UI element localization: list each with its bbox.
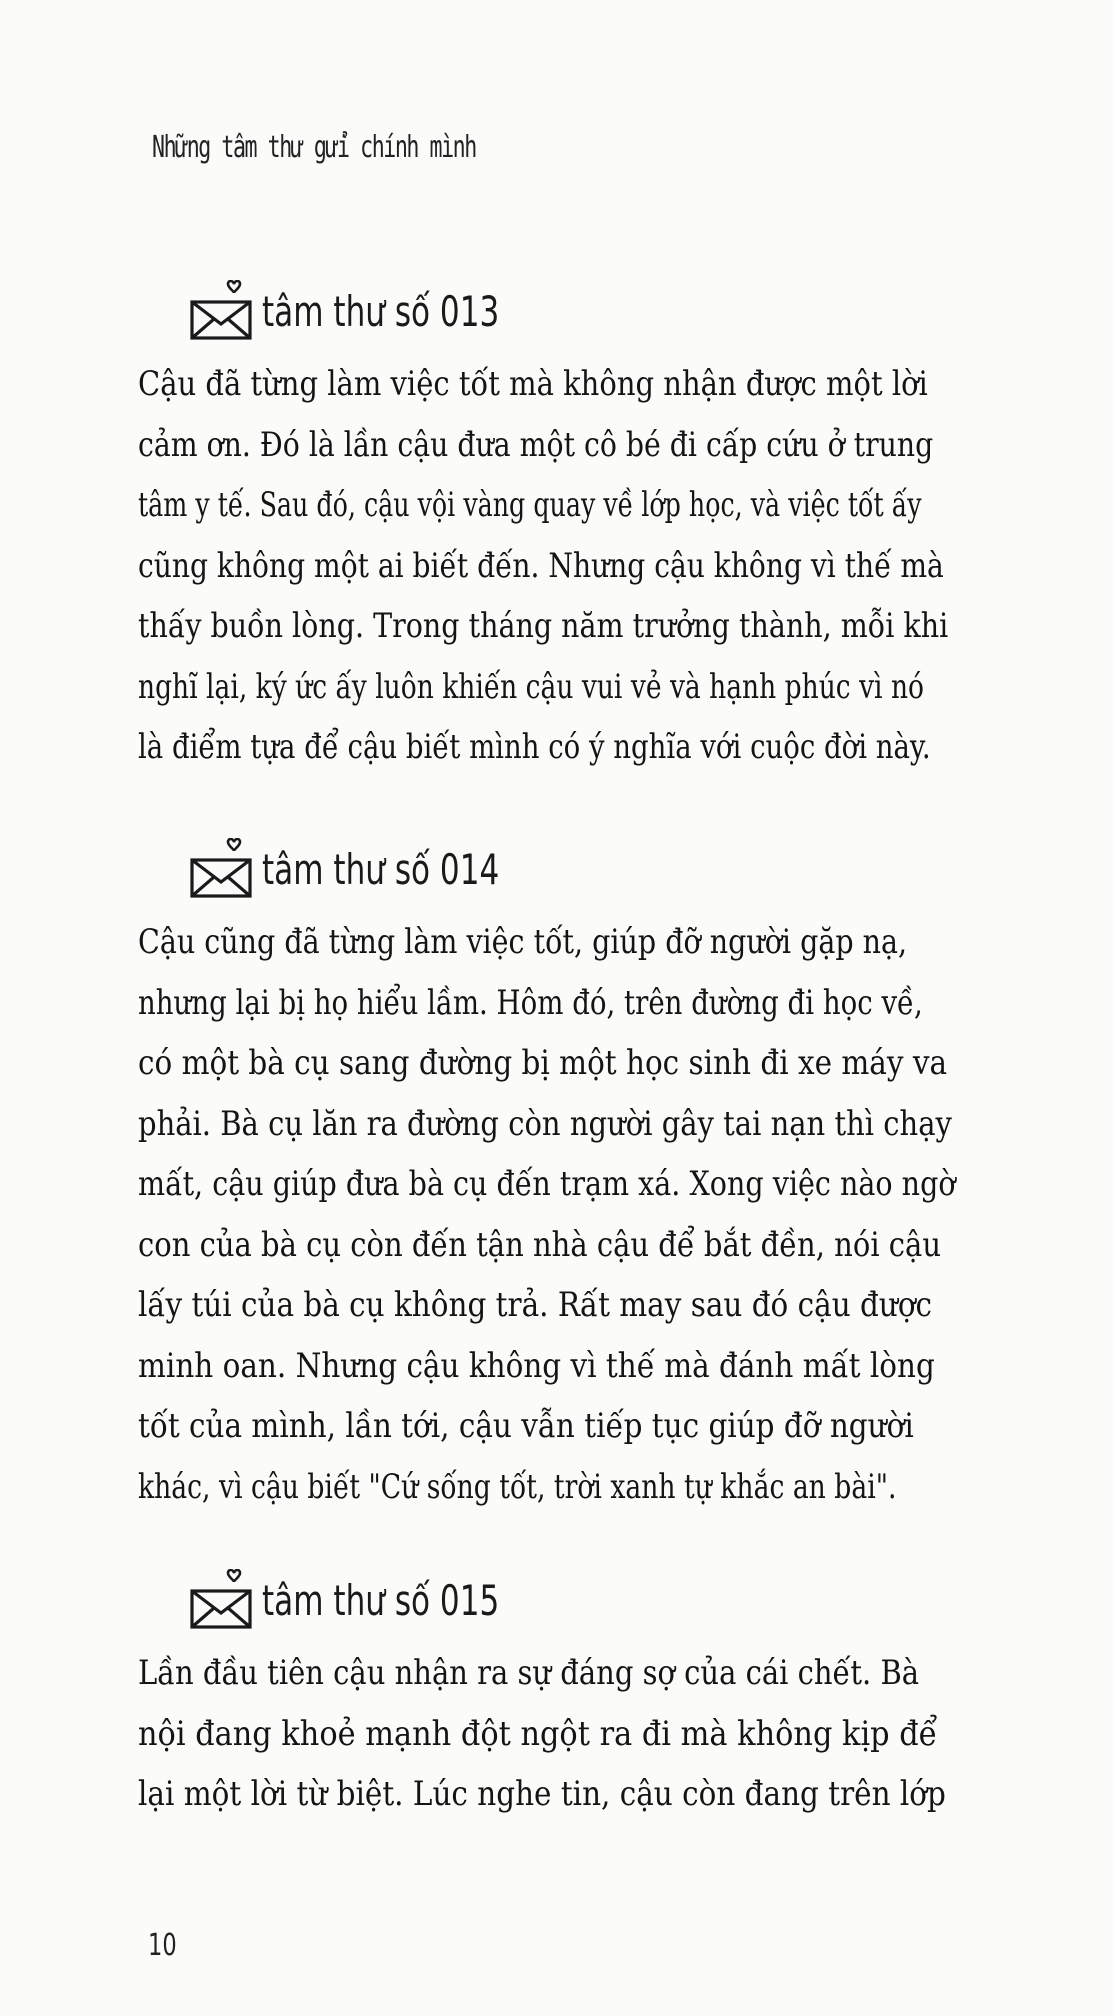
letter-heading xyxy=(188,834,583,904)
letter-body xyxy=(138,354,1022,778)
text-line: Cậu đã từng làm việc tốt mà không nhận được một lời xyxy=(138,364,928,404)
text-line: có một bà cụ sang đường bị một học sinh đi xe máy va xyxy=(138,1043,948,1083)
letter-title: tâm thư số 013 xyxy=(262,286,500,336)
page-number: 10 xyxy=(148,1928,177,1963)
text-line: tâm y tế. Sau đó, cậu vội vàng quay về lớp học, và việc tốt ấy xyxy=(138,485,922,525)
text-line: là điểm tựa để cậu biết mình có ý nghĩa với cuộc đời này. xyxy=(138,727,931,767)
text-line: cảm ơn. Đó là lần cậu đưa một cô bé đi cấp cứu ở trung xyxy=(138,424,934,465)
letter-title: tâm thư số 015 xyxy=(262,1575,500,1625)
letter-heading xyxy=(188,276,583,346)
envelope-heart-icon xyxy=(188,280,254,342)
text-line: thấy buồn lòng. Trong tháng năm trưởng thành, mỗi khi xyxy=(138,606,949,646)
letter-heading xyxy=(188,1565,583,1635)
text-line: lấy túi của bà cụ không trả. Rất may sau đó cậu được xyxy=(138,1285,933,1325)
text-line: phải. Bà cụ lăn ra đường còn người gây tai nạn thì chạy xyxy=(138,1103,952,1144)
letter-body xyxy=(138,1643,1022,1825)
text-line: con của bà cụ còn đến tận nhà cậu để bắt đền, nói cậu xyxy=(138,1224,942,1265)
show-through-text xyxy=(140,800,150,835)
text-line: cũng không một ai biết đến. Nhưng cậu không vì thế mà xyxy=(138,545,944,586)
text-line: khác, vì cậu biết "Cứ sống tốt, trời xanh tự khắc an bài". xyxy=(138,1466,897,1507)
text-line: mất, cậu giúp đưa bà cụ đến trạm xá. Xong việc nào ngờ xyxy=(138,1164,956,1204)
text-line: tốt của mình, lần tới, cậu vẫn tiếp tục giúp đỡ người xyxy=(138,1406,914,1446)
text-line: nghĩ lại, ký ức ấy luôn khiến cậu vui vẻ và hạnh phúc vì nó xyxy=(138,666,925,707)
letter-body xyxy=(138,912,1022,1517)
envelope-heart-icon xyxy=(188,838,254,900)
letter-title: tâm thư số 014 xyxy=(262,844,500,894)
envelope-heart-icon xyxy=(188,1569,254,1631)
text-line: nội đang khoẻ mạnh đột ngột ra đi mà không kịp để xyxy=(138,1713,938,1754)
text-line: nhưng lại bị họ hiểu lầm. Hôm đó, trên đường đi học về, xyxy=(138,982,923,1023)
text-line: lại một lời từ biệt. Lúc nghe tin, cậu còn đang trên lớp xyxy=(138,1774,946,1814)
text-line: minh oan. Nhưng cậu không vì thế mà đánh mất lòng xyxy=(138,1345,935,1386)
text-line: Lần đầu tiên cậu nhận ra sự đáng sợ của cái chết. Bà xyxy=(138,1653,920,1693)
running-header: Những tâm thư gửi chính mình xyxy=(152,130,476,165)
text-line: Cậu cũng đã từng làm việc tốt, giúp đỡ người gặp nạ, xyxy=(138,922,908,962)
